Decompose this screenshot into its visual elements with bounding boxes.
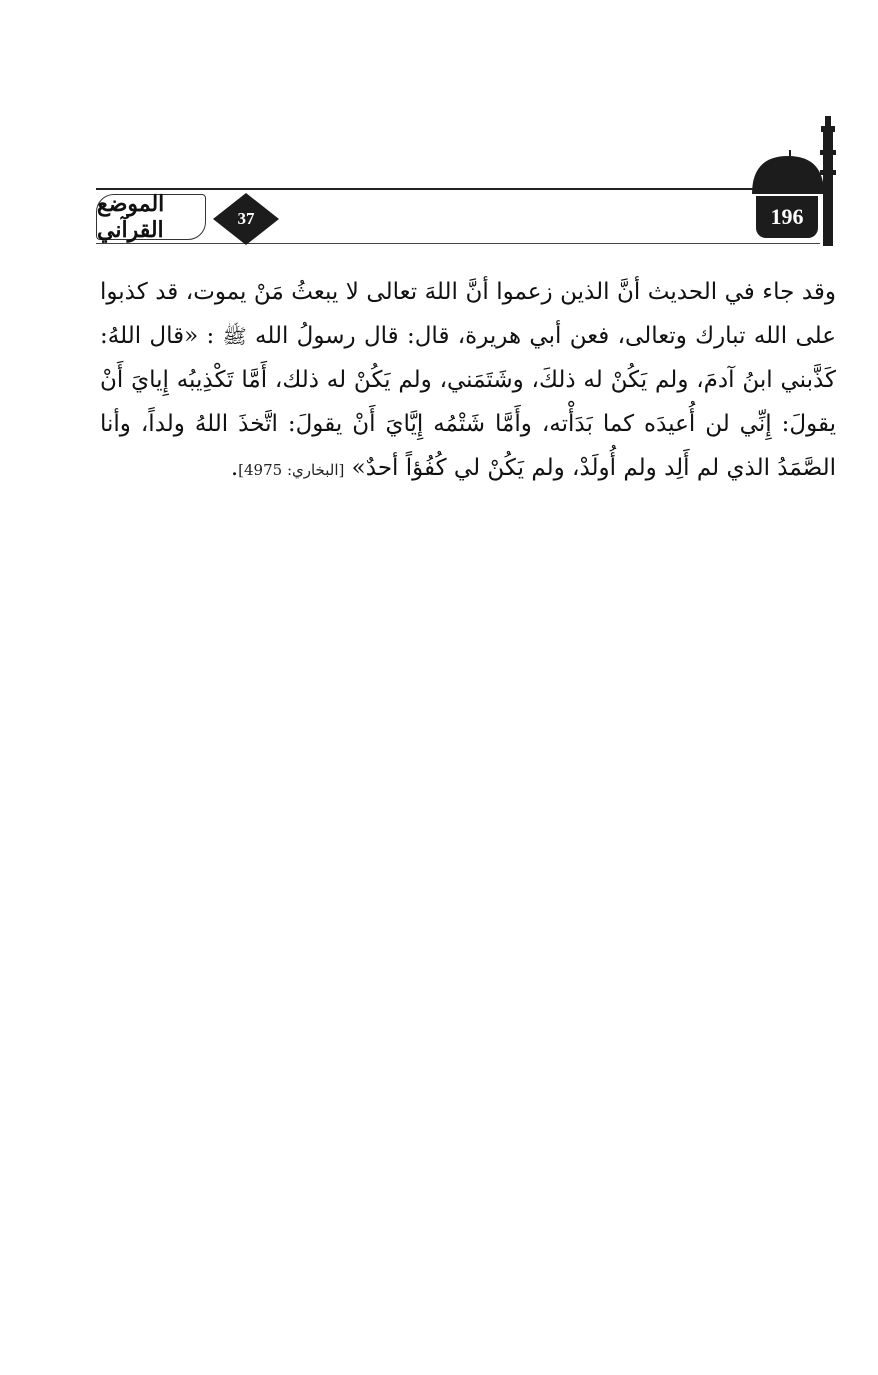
page-content [100, 270, 836, 492]
chapter-number: 37 [237, 209, 255, 228]
end-period: . [230, 455, 239, 481]
page-header [0, 0, 878, 260]
body-paragraph [100, 270, 836, 492]
mosque-dome-icon [750, 150, 826, 194]
book-title-calligraphy: الموضع القرآني [96, 194, 206, 240]
hadith-text: «قال اللهُ: كَذَّبني ابنُ آدمَ، ولم يَكُنْ له ذلكَ، وشَتَمَني، ولم يَكُنْ له ذلك، أَمَّا تَكْذِيبُه إِيايَ أَنْ يقولَ: إِنِّي لن أُعيدَه كما بَدَأْته، وأَمَّا شَتْمُه إِيَّايَ أَنْ يقولَ: اتَّخذَ اللهُ ولداً، وأنا الصَّمَدُ الذي لم أَلِد ولم أُولَدْ، ولم يَكُنْ لي كُفُؤاً أحدٌ» [100, 323, 836, 481]
colon: : [198, 323, 223, 349]
page-number: 196 [756, 196, 818, 238]
header-top-rule [96, 188, 820, 190]
minaret-icon [818, 100, 838, 246]
intro-text: وقد جاء في الحديث أنَّ الذين زعموا أنَّ اللهَ تعالى لا يبعثُ مَنْ يموت، قد كذبوا على الله تبارك وتعالى، فعن أبي هريرة، قال: قال رسولُ الله [100, 279, 836, 349]
salawat-symbol: ﷺ [222, 324, 247, 348]
hadith-citation: [البخاري: 4975] [238, 461, 345, 479]
header-bottom-rule [96, 243, 820, 244]
